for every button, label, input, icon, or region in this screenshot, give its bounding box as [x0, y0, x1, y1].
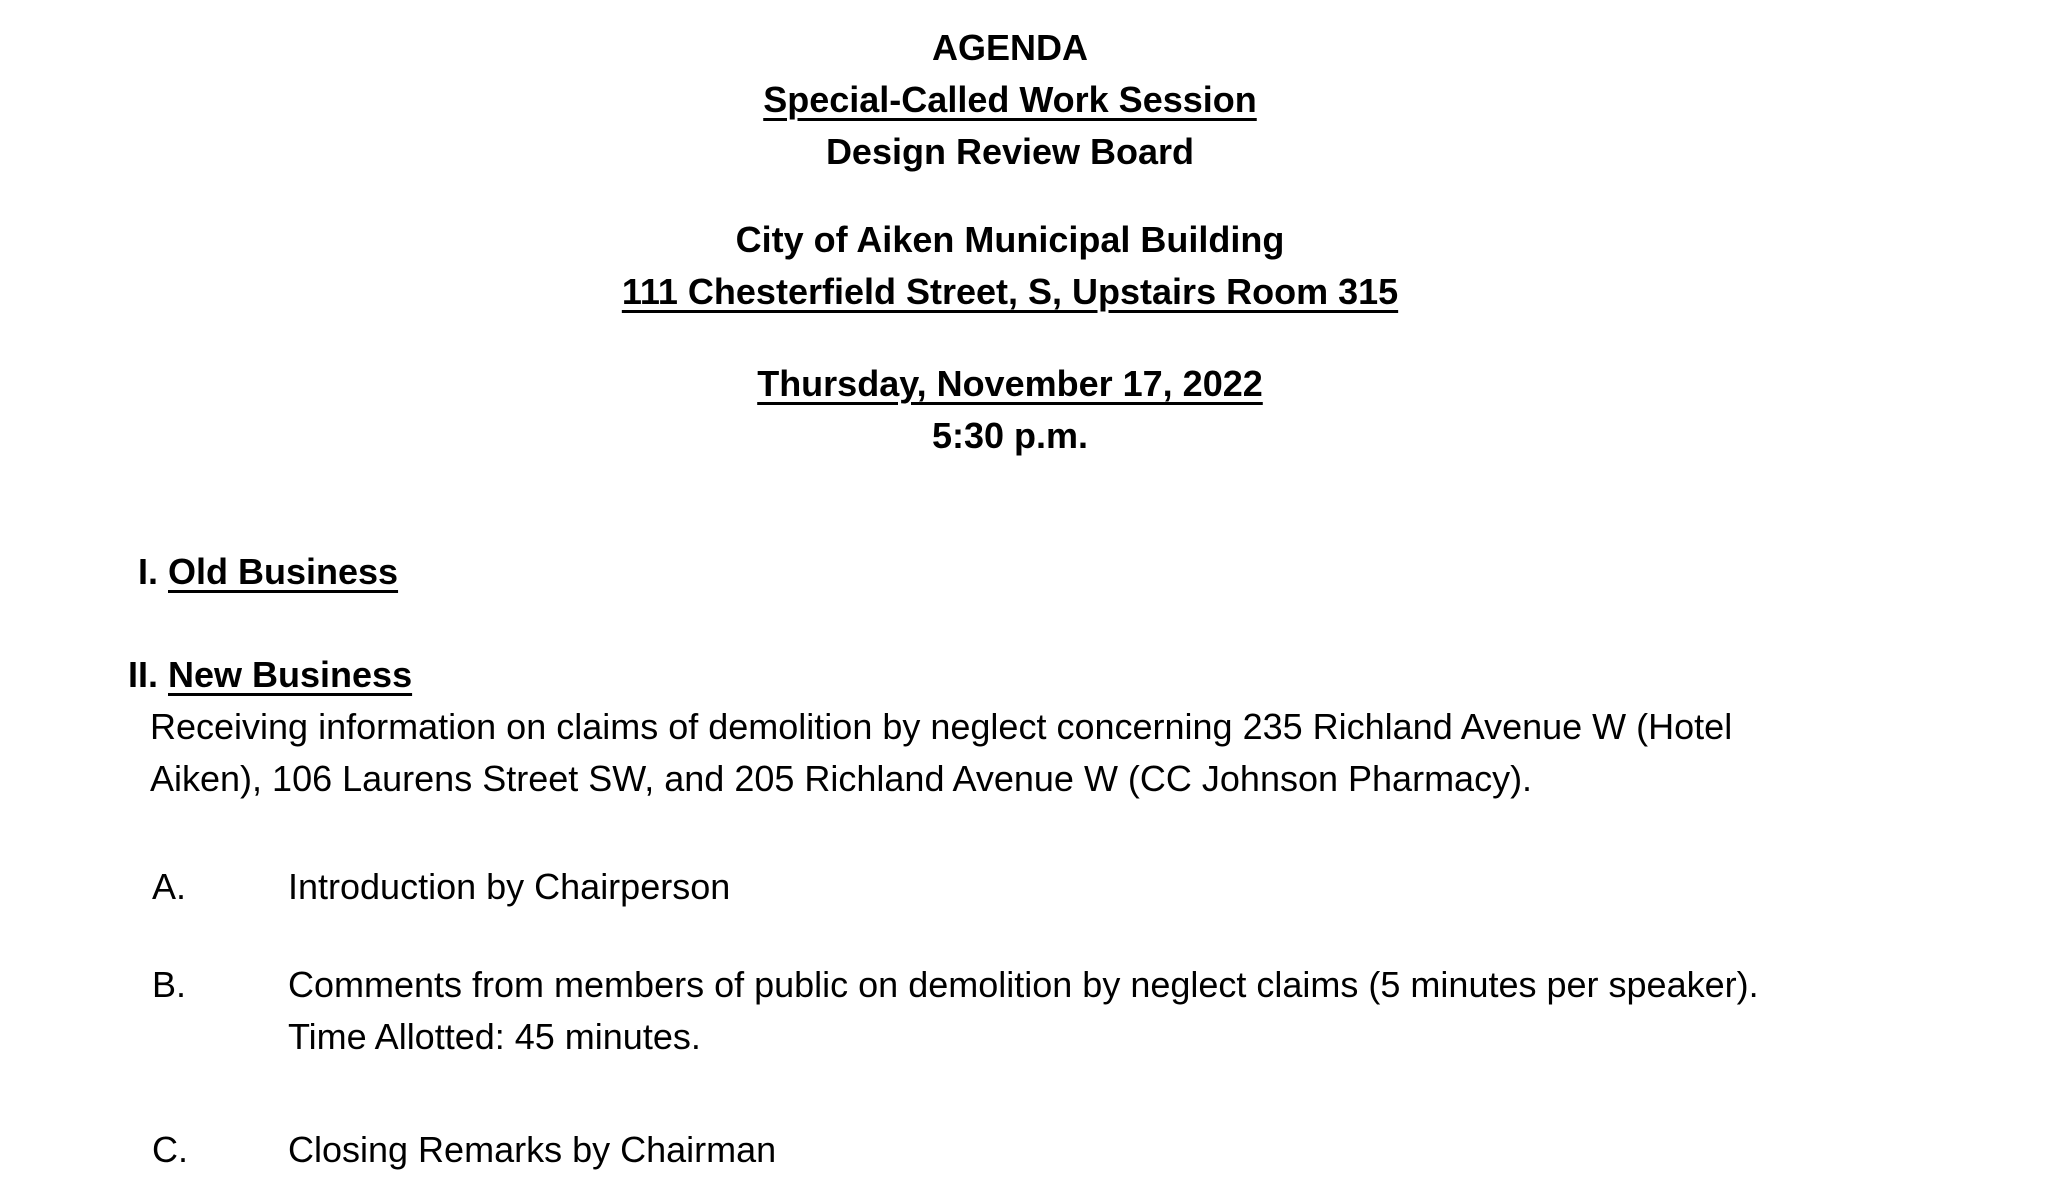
agenda-item-c — [0, 1124, 2049, 1176]
section-old-business — [0, 546, 2049, 598]
description-line: Receiving information on claims of demolition by neglect concerning 235 Richland Avenue W (Hotel — [150, 706, 1733, 747]
section-title: Old Business — [168, 551, 399, 592]
item-letter: A. — [152, 866, 187, 907]
meeting-time: 5:30 p.m. — [931, 415, 1089, 456]
item-text-line: Closing Remarks by Chairman — [288, 1129, 777, 1170]
section-numeral: II. — [127, 654, 158, 695]
document-header — [0, 22, 2020, 462]
venue-name: City of Aiken Municipal Building — [735, 219, 1285, 260]
section-title: New Business — [168, 654, 413, 695]
venue-address: 111 Chesterfield Street, S, Upstairs Room 315 — [621, 271, 1399, 312]
agenda-title: AGENDA — [931, 27, 1088, 68]
item-text-line: Comments from members of public on demolition by neglect claims (5 minutes per speaker). — [288, 964, 1759, 1005]
new-business-description — [150, 701, 1969, 805]
agenda-item-a — [0, 861, 2049, 913]
item-letter: C. — [152, 1129, 188, 1170]
description-line: Aiken), 106 Laurens Street SW, and 205 Richland Avenue W (CC Johnson Pharmacy). — [150, 758, 1533, 799]
item-text — [288, 861, 1969, 913]
section-numeral: I. — [137, 551, 158, 592]
item-text-line: Introduction by Chairperson — [288, 866, 731, 907]
session-type: Special-Called Work Session — [763, 79, 1257, 120]
item-text — [288, 959, 1969, 1063]
agenda-item-b — [0, 959, 2049, 1063]
board-name: Design Review Board — [825, 131, 1195, 172]
item-text-line: Time Allotted: 45 minutes. — [288, 1016, 701, 1057]
meeting-date: Thursday, November 17, 2022 — [757, 363, 1263, 404]
section-new-business — [0, 649, 2049, 701]
item-letter: B. — [152, 964, 187, 1005]
item-text — [288, 1124, 1969, 1176]
